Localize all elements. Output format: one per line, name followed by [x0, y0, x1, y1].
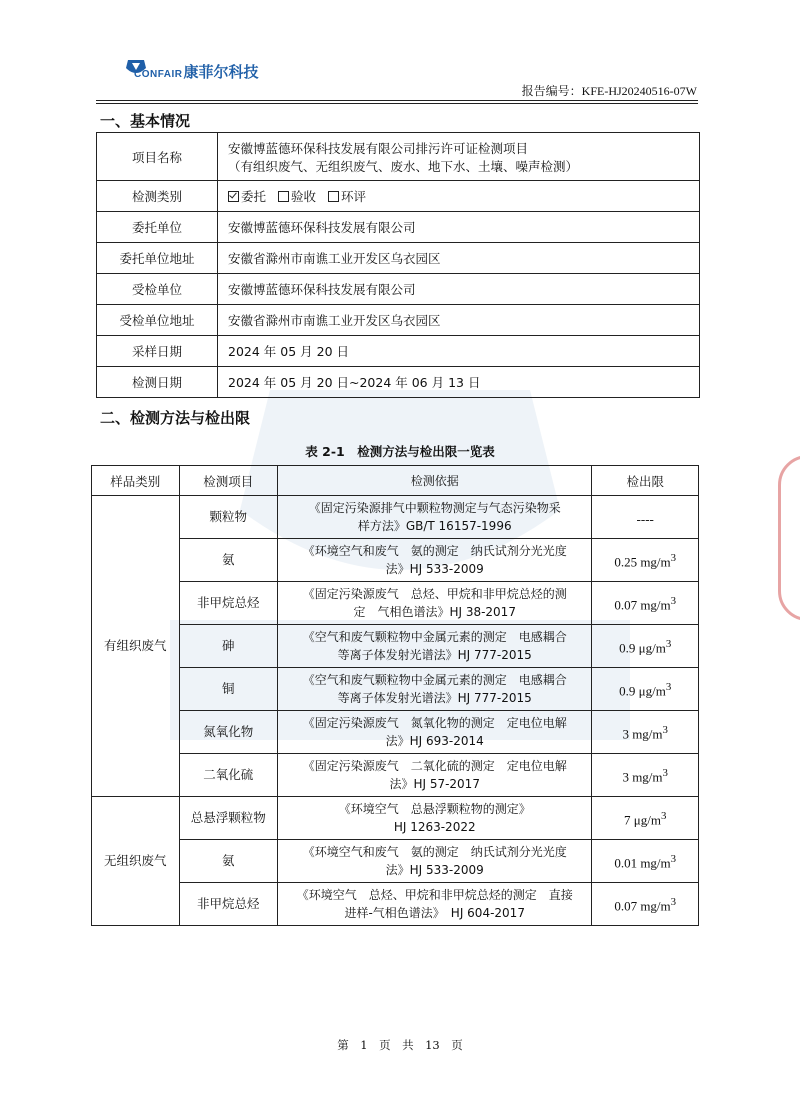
- column-header: 检出限: [592, 466, 699, 496]
- method-basis-cell: [278, 625, 592, 668]
- method-basis-cell: [278, 582, 592, 625]
- option-acceptance: 验收: [278, 189, 316, 204]
- method-basis-line1: 《固定污染源废气 二氧化硫的测定 定电位电解: [302, 759, 567, 773]
- method-basis-line2: 法》HJ 533-2009: [385, 863, 484, 877]
- test-item-cell: 总悬浮颗粒物: [179, 797, 277, 840]
- method-basis-cell: [278, 711, 592, 754]
- method-basis-cell: [278, 496, 592, 539]
- test-item-cell: 氨: [179, 539, 277, 582]
- detection-limit-exponent: 3: [662, 766, 668, 779]
- table-row: [92, 668, 699, 711]
- row-value: 安徽省滁州市南谯工业开发区乌衣园区: [218, 305, 700, 336]
- detection-limit-cell: [592, 797, 699, 840]
- row-label: 采样日期: [97, 336, 218, 367]
- detection-limit-cell: [592, 582, 699, 625]
- table-row: [97, 274, 700, 305]
- detection-limit-exponent: 3: [665, 680, 672, 693]
- table-row: [97, 336, 700, 367]
- report-number: 报告编号：KFE-HJ20240516-07W: [521, 84, 697, 98]
- project-name-value: [218, 133, 700, 181]
- method-basis-line1: 《环境空气和废气 氨的测定 纳氏试剂分光光度: [302, 544, 567, 558]
- method-basis-cell: [278, 883, 592, 926]
- detection-limit-cell: [592, 539, 699, 582]
- detection-limit-value: 0.07 mg/m: [614, 597, 671, 613]
- detection-limit-exponent: 3: [670, 551, 677, 564]
- detection-limit-value: 0.9 μg/m: [619, 683, 666, 699]
- methods-table: [91, 465, 699, 926]
- method-basis-cell: [278, 754, 592, 797]
- method-basis-cell: [278, 668, 592, 711]
- row-value: 2024 年 05 月 20 日: [218, 336, 700, 367]
- method-basis-line1: 《空气和废气颗粒物中金属元素的测定 电感耦合: [302, 630, 567, 644]
- detection-limit-value: 0.25 mg/m: [614, 554, 671, 570]
- column-header: 样品类别: [92, 466, 180, 496]
- method-basis-line1: 《固定污染源排气中颗粒物测定与气态污染物采: [308, 501, 561, 515]
- method-basis-line2: 等离子体发射光谱法》HJ 777-2015: [337, 691, 532, 705]
- detection-limit-value: 3 mg/m: [622, 726, 663, 742]
- method-basis-line2: 样方法》GB/T 16157-1996: [357, 519, 512, 533]
- detection-limit-exponent: 3: [670, 594, 677, 607]
- detection-limit-value: 0.9 μg/m: [619, 640, 666, 656]
- method-basis-line1: 《固定污染源废气 氮氧化物的测定 定电位电解: [302, 716, 567, 730]
- table-row: [97, 212, 700, 243]
- detection-limit-exponent: 3: [662, 723, 668, 736]
- method-basis-line2: 法》HJ 57-2017: [389, 777, 480, 791]
- checkbox-icon: [328, 191, 339, 202]
- row-label: 受检单位地址: [97, 305, 218, 336]
- basic-info-table: [96, 132, 700, 398]
- logo-chinese: 康菲尔科技: [183, 64, 259, 81]
- detection-limit-value: 0.01 mg/m: [614, 855, 671, 871]
- table-row: [97, 181, 700, 212]
- method-basis-line1: 《空气和废气颗粒物中金属元素的测定 电感耦合: [302, 673, 567, 687]
- column-header: 检测依据: [278, 466, 592, 496]
- row-label: 项目名称: [97, 133, 218, 181]
- page-number: 第 1 页 共 13 页: [337, 1038, 463, 1052]
- table-row: [92, 711, 699, 754]
- row-label: 委托单位: [97, 212, 218, 243]
- test-item-cell: 氮氧化物: [179, 711, 277, 754]
- method-basis-cell: [278, 797, 592, 840]
- table-row: [97, 133, 700, 181]
- header-rule-thin: [96, 103, 698, 104]
- section-title-basic: 一、基本情况: [100, 112, 191, 130]
- option-commission: 委托: [228, 189, 266, 204]
- table-caption: 表 2-1 检测方法与检出限一览表: [305, 444, 495, 459]
- inspection-category-options: [218, 181, 700, 212]
- table-row: [92, 582, 699, 625]
- test-item-cell: 氨: [179, 840, 277, 883]
- test-item-cell: 非甲烷总烃: [179, 883, 277, 926]
- method-basis-line2: 法》HJ 533-2009: [385, 562, 484, 576]
- table-row: [92, 883, 699, 926]
- detection-limit-cell: [592, 668, 699, 711]
- table-row: [92, 840, 699, 883]
- detection-limit-exponent: 3: [670, 852, 677, 865]
- detection-limit-value: 0.07 mg/m: [614, 898, 671, 914]
- detection-limit-cell: [592, 625, 699, 668]
- table-row: [92, 797, 699, 840]
- row-value: 安徽博蓝德环保科技发展有限公司: [218, 212, 700, 243]
- company-logo: [118, 58, 259, 82]
- method-basis-line2: 法》HJ 693-2014: [385, 734, 484, 748]
- detection-limit-value: ----: [636, 511, 654, 527]
- row-label: 受检单位: [97, 274, 218, 305]
- table-row: [97, 243, 700, 274]
- row-value: 2024 年 05 月 20 日~2024 年 06 月 13 日: [218, 367, 700, 398]
- test-item-cell: 砷: [179, 625, 277, 668]
- table-header-row: [92, 466, 699, 496]
- detection-limit-value: 3 mg/m: [622, 769, 663, 785]
- project-name-line2: （有组织废气、无组织废气、废水、地下水、土壤、噪声检测）: [228, 158, 579, 174]
- table-row: [92, 754, 699, 797]
- test-item-cell: 颗粒物: [179, 496, 277, 539]
- method-basis-line2: 进样-气相色谱法》 HJ 604-2017: [344, 906, 525, 920]
- row-value: 安徽省滁州市南谯工业开发区乌衣园区: [218, 243, 700, 274]
- detection-limit-cell: [592, 496, 699, 539]
- table-row: [97, 367, 700, 398]
- method-basis-cell: [278, 840, 592, 883]
- sample-category-cell: 有组织废气: [92, 496, 180, 797]
- row-label: 检测类别: [97, 181, 218, 212]
- method-basis-line1: 《固定污染源废气 总烃、甲烷和非甲烷总烃的测: [302, 587, 567, 601]
- row-value: 安徽博蓝德环保科技发展有限公司: [218, 274, 700, 305]
- method-basis-line1: 《环境空气 总烃、甲烷和非甲烷总烃的测定 直接: [296, 888, 573, 902]
- test-item-cell: 二氧化硫: [179, 754, 277, 797]
- method-basis-line2: 等离子体发射光谱法》HJ 777-2015: [337, 648, 532, 662]
- test-item-cell: 非甲烷总烃: [179, 582, 277, 625]
- checked-checkbox-icon: [228, 191, 239, 202]
- detection-limit-cell: [592, 711, 699, 754]
- row-label: 检测日期: [97, 367, 218, 398]
- detection-limit-cell: [592, 754, 699, 797]
- method-basis-line2: 定 气相色谱法》HJ 38-2017: [353, 605, 516, 619]
- header-rule: [96, 100, 698, 101]
- option-eia: 环评: [328, 189, 366, 204]
- method-basis-cell: [278, 539, 592, 582]
- table-row: [97, 305, 700, 336]
- logo-english: CONFAIR: [134, 69, 183, 80]
- test-item-cell: 铜: [179, 668, 277, 711]
- column-header: 检测项目: [179, 466, 277, 496]
- detection-limit-exponent: 3: [665, 637, 672, 650]
- section-title-methods: 二、检测方法与检出限: [100, 409, 251, 427]
- checkbox-icon: [278, 191, 289, 202]
- table-row: [92, 539, 699, 582]
- project-name-line1: 安徽博蓝德环保科技发展有限公司排污许可证检测项目: [228, 140, 529, 156]
- detection-limit-cell: [592, 840, 699, 883]
- table-row: [92, 625, 699, 668]
- row-label: 委托单位地址: [97, 243, 218, 274]
- method-basis-line1: 《环境空气 总悬浮颗粒物的测定》: [338, 802, 531, 816]
- method-basis-line1: 《环境空气和废气 氨的测定 纳氏试剂分光光度: [302, 845, 567, 859]
- red-seal-stamp-edge: [778, 455, 800, 621]
- table-row: [92, 496, 699, 539]
- sample-category-cell: 无组织废气: [92, 797, 180, 926]
- method-basis-line2: HJ 1263-2022: [393, 820, 476, 834]
- detection-limit-exponent: 3: [670, 895, 677, 908]
- detection-limit-value: 7 μg/m: [624, 812, 661, 828]
- detection-limit-cell: [592, 883, 699, 926]
- detection-limit-exponent: 3: [660, 809, 667, 822]
